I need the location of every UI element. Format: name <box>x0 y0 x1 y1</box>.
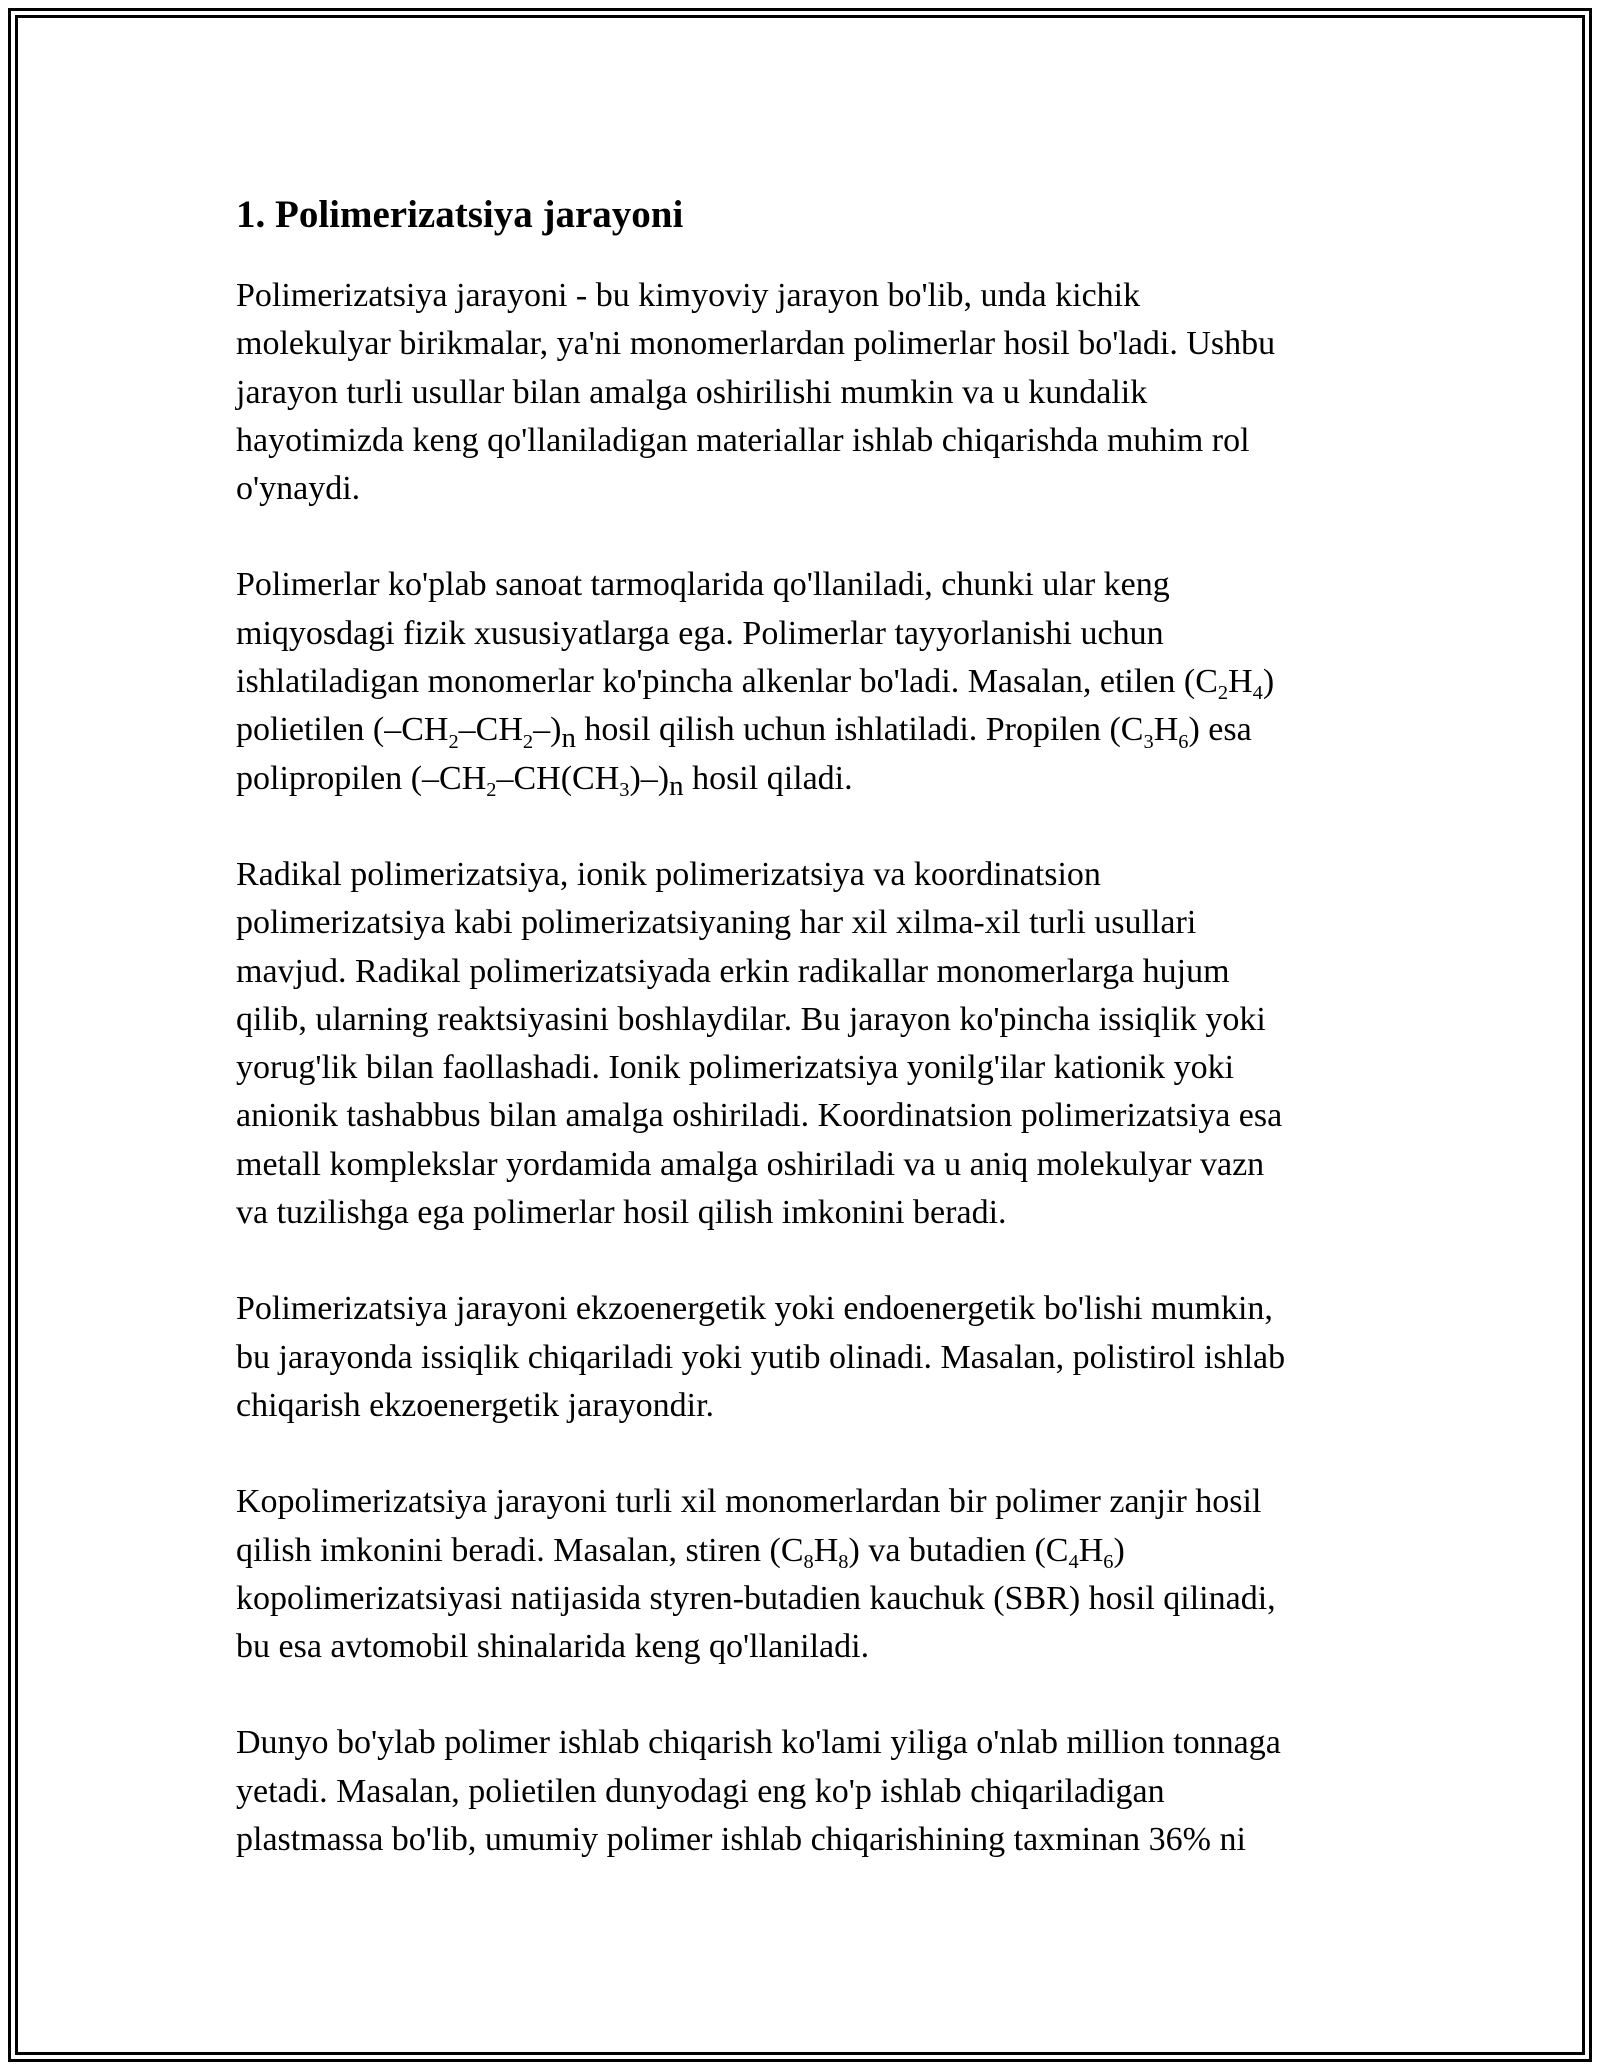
text-line-polypropylene <box>236 755 1386 803</box>
text-run: ) va butadien (C <box>848 1531 1069 1569</box>
subscript: 2 <box>1217 682 1229 705</box>
text-run: hosil qiladi. <box>683 759 853 797</box>
text-line: polimerizatsiya kabi polimerizatsiyaning har xil xilma-xil turli usullari <box>236 904 1197 942</box>
text-line: kopolimerizatsiyasi natijasida styren-butadien kauchuk (SBR) hosil qilinadi, <box>236 1579 1276 1617</box>
text-line: Polimerlar ko'plab sanoat tarmoqlarida qo'llaniladi, chunki ular keng <box>236 566 1170 604</box>
text-run: qilish imkonini beradi. Masalan, stiren (C <box>236 1531 804 1569</box>
paragraph-1 <box>236 272 1386 513</box>
text-run: )–) <box>629 759 670 797</box>
text-run: ) <box>1113 1531 1125 1569</box>
text-line: plastmassa bo'lib, umumiy polimer ishlab chiqarishining taxminan 36% ni <box>236 1821 1246 1859</box>
subscript: 6 <box>1103 1550 1114 1573</box>
paragraph-2 <box>236 561 1386 802</box>
text-line: Kopolimerizatsiya jarayoni turli xil monomerlardan bir polimer zanjir hosil <box>236 1483 1262 1521</box>
paragraph-4 <box>236 1285 1386 1430</box>
text-run: H <box>813 1531 839 1569</box>
text-run: polietilen (–CH <box>236 711 449 749</box>
text-line: bu esa avtomobil shinalarida keng qo'llaniladi. <box>236 1628 870 1666</box>
text-line: Dunyo bo'ylab polimer ishlab chiqarish ko'lami yiliga o'nlab million tonnaga <box>236 1724 1281 1762</box>
text-line: metall komplekslar yordamida amalga oshiriladi va u aniq molekulyar vazn <box>236 1145 1265 1183</box>
text-run: polipropilen (–CH <box>236 759 487 797</box>
subscript: 4 <box>1068 1550 1079 1573</box>
text-line: jarayon turli usullar bilan amalga oshirilishi mumkin va u kundalik <box>236 373 1148 411</box>
subscript: 8 <box>838 1550 849 1573</box>
paragraph-5 <box>236 1478 1386 1671</box>
text-line: yorug'lik bilan faollashadi. Ionik polimerizatsiya yonilg'ilar kationik yoki <box>236 1049 1235 1087</box>
text-run: H <box>1078 1531 1104 1569</box>
text-run: H <box>1228 663 1253 701</box>
text-line-polyethylene <box>236 706 1386 754</box>
document-body <box>236 188 1386 1912</box>
text-line: Radikal polimerizatsiya, ionik polimerizatsiya va koordinatsion <box>236 855 1101 893</box>
subscript: 2 <box>448 730 459 753</box>
subscript: 8 <box>803 1550 814 1573</box>
section-heading: 1. Polimerizatsiya jarayoni <box>236 193 684 236</box>
paragraph-3 <box>236 851 1386 1237</box>
text-line: mavjud. Radikal polimerizatsiyada erkin radikallar monomerlarga hujum <box>236 952 1230 990</box>
subscript: 4 <box>1252 682 1263 705</box>
text-line: miqyosdagi fizik xususiyatlarga ega. Polimerlar tayyorlanishi uchun <box>236 614 1164 652</box>
text-run: –CH(CH <box>496 759 620 797</box>
paragraph-6 <box>236 1719 1386 1864</box>
text-line: o'ynaydi. <box>236 470 361 508</box>
subscript: 6 <box>1178 730 1189 753</box>
text-run: ishlatiladigan monomerlar ko'pincha alkenlar bo'ladi. Masalan, etilen (C <box>236 663 1218 701</box>
text-line-styrene <box>236 1527 1386 1575</box>
subscript: n <box>561 721 576 754</box>
text-line: yetadi. Masalan, polietilen dunyodagi eng ko'p ishlab chiqariladigan <box>236 1772 1165 1810</box>
text-run: ) esa <box>1188 711 1252 749</box>
text-line: Polimerizatsiya jarayoni - bu kimyoviy jarayon bo'lib, unda kichik <box>236 277 1141 314</box>
text-run: –CH <box>458 711 523 749</box>
text-line: Polimerizatsiya jarayoni ekzoenergetik yoki endoenergetik bo'lishi mumkin, <box>236 1290 1273 1328</box>
text-line: hayotimizda keng qo'llaniladigan materiallar ishlab chiqarishda muhim rol <box>236 421 1250 459</box>
text-line: bu jarayonda issiqlik chiqariladi yoki yutib olinadi. Masalan, polistirol ishlab <box>236 1338 1286 1376</box>
text-run: H <box>1153 711 1179 749</box>
text-run: ) <box>1262 663 1275 701</box>
subscript: 3 <box>1143 730 1154 753</box>
text-line: molekulyar birikmalar, ya'ni monomerlardan polimerlar hosil bo'ladi. Ushbu <box>236 325 1276 363</box>
text-line: qilib, ularning reaktsiyasini boshlaydilar. Bu jarayon ko'pincha issiqlik yoki <box>236 1000 1266 1038</box>
text-line: va tuzilishga ega polimerlar hosil qilish imkonini beradi. <box>236 1194 1007 1232</box>
text-run: hosil qilish uchun ishlatiladi. Propilen (C <box>575 711 1144 749</box>
text-run: –) <box>533 711 562 749</box>
text-line: chiqarish ekzoenergetik jarayondir. <box>236 1386 715 1424</box>
text-line: anionik tashabbus bilan amalga oshiriladi. Koordinatsion polimerizatsiya esa <box>236 1097 1283 1135</box>
subscript: 3 <box>619 778 630 801</box>
subscript: n <box>669 770 684 803</box>
subscript: 2 <box>522 730 534 753</box>
subscript: 2 <box>486 778 497 801</box>
text-line-ethylene <box>236 658 1386 706</box>
